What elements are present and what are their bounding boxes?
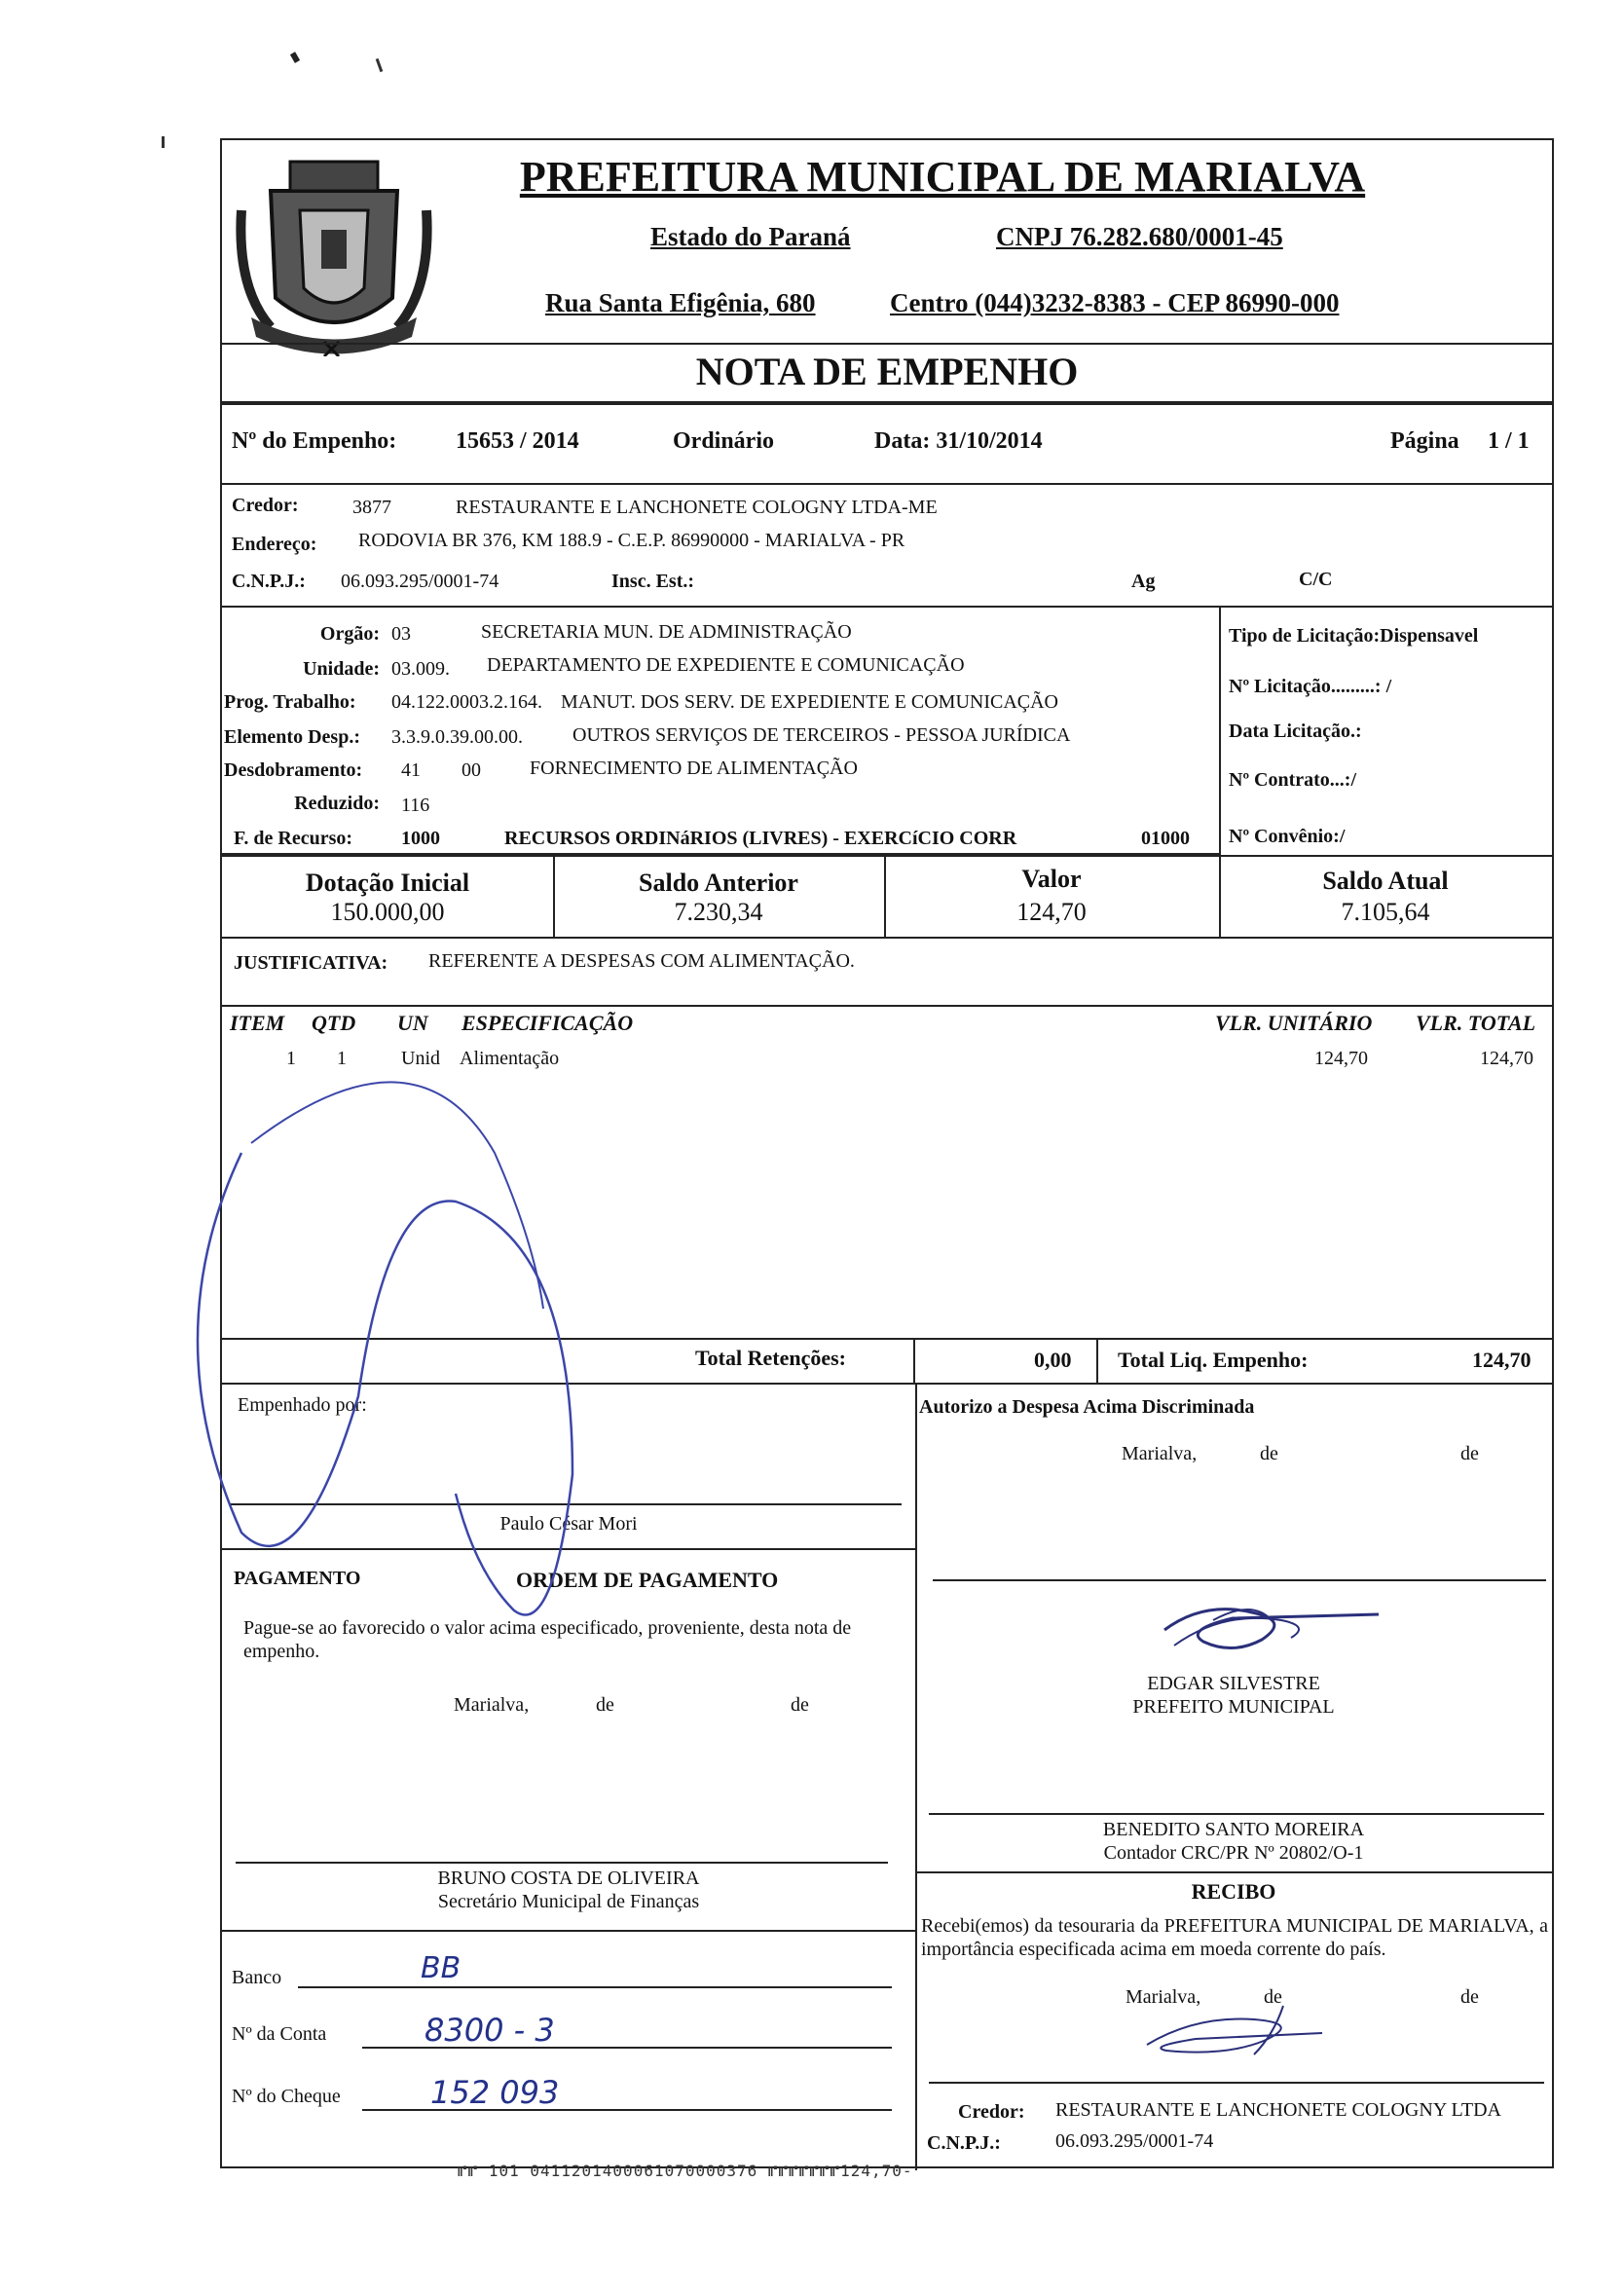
elemento-name: OUTROS SERVIÇOS DE TERCEIROS - PESSOA JURÍDICA	[572, 724, 1071, 746]
address-label: Endereço:	[232, 534, 317, 555]
desdobramento-name: FORNECIMENTO DE ALIMENTAÇÃO	[530, 758, 858, 779]
page-number: 1 / 1	[1488, 428, 1530, 454]
credor-cnpj: 06.093.295/0001-74	[341, 571, 499, 592]
prefeito-role: PREFEITO MUNICIPAL	[1132, 1696, 1335, 1718]
address-text: Rua Santa Efigênia, 680	[545, 288, 816, 317]
pagamento-text: Pague-se ao favorecido o valor acima especificado, proveniente, desta nota de empenho.	[243, 1617, 852, 1662]
saldo-atual-label: Saldo Atual	[1322, 867, 1449, 895]
recibo-cnpj-label: C.N.P.J.:	[927, 2132, 1001, 2154]
table-row	[222, 1048, 1552, 1077]
empenho-number: 15653 / 2014	[456, 428, 579, 454]
banco-label: Banco	[232, 1967, 282, 1988]
retencoes-label: Total Retenções:	[695, 1346, 846, 1370]
pagamento-city: Marialva,	[454, 1694, 530, 1716]
prog-name: MANUT. DOS SERV. DE EXPEDIENTE E COMUNICAÇÃO	[561, 691, 1058, 713]
scan-mark	[376, 58, 384, 72]
cheque-handwritten: 152 093	[430, 2074, 560, 2111]
micr-code: ⑈⑈ 101 0411201400061070000376 ⑈⑈⑈⑈⑈⑈⑈124,70-	[458, 2162, 913, 2180]
empenho-date: Data: 31/10/2014	[874, 428, 1043, 454]
empenho-type: Ordinário	[673, 428, 775, 454]
autorizo-label: Autorizo a Despesa Acima Discriminada	[919, 1396, 1255, 1418]
doc-title: NOTA DE EMPENHO	[695, 350, 1079, 393]
banco-handwritten: BB	[421, 1951, 461, 1985]
row-item: 1	[286, 1048, 296, 1069]
col-spec-header: ESPECIFICAÇÃO	[461, 1011, 634, 1035]
recibo-credor-name: RESTAURANTE E LANCHONETE COLOGNY LTDA	[1055, 2099, 1501, 2121]
contact-text: Centro (044)3232-8383 - CEP 86990-000	[890, 288, 1340, 317]
row-qtd: 1	[337, 1048, 347, 1069]
row-un: Unid	[401, 1048, 440, 1069]
credor-name: RESTAURANTE E LANCHONETE COLOGNY LTDA-ME	[456, 497, 938, 518]
elemento-code: 3.3.9.0.39.00.00.	[391, 726, 523, 748]
recibo-text: Recebi(emos) da tesouraria da PREFEITURA MUNICIPAL DE MARIALVA, a importância especificada acima em moeda corrente do país.	[921, 1915, 1548, 1960]
licitacao-date: Data Licitação.:	[1229, 721, 1362, 742]
elemento-label: Elemento Desp.:	[224, 726, 360, 748]
empenhado-name: Paulo César Mori	[499, 1513, 638, 1535]
recurso-label: F. de Recurso:	[234, 828, 353, 849]
credor-code: 3877	[352, 497, 391, 518]
convenio-number: Nº Convênio:/	[1229, 826, 1346, 847]
row-spec: Alimentação	[460, 1048, 560, 1069]
cnpj-text: CNPJ 76.282.680/0001-45	[996, 222, 1283, 251]
autorizo-de2: de	[1460, 1443, 1479, 1464]
conta-handwritten: 8300 - 3	[424, 2012, 555, 2049]
empenho-number-label: Nº do Empenho:	[232, 428, 397, 454]
contador-name: BENEDITO SANTO MOREIRA	[1102, 1819, 1365, 1840]
pagamento-de2: de	[791, 1694, 809, 1716]
autorizo-de1: de	[1260, 1443, 1278, 1464]
cheque-label: Nº do Cheque	[232, 2086, 341, 2107]
unidade-name: DEPARTAMENTO DE EXPEDIENTE E COMUNICAÇÃO	[487, 654, 965, 676]
scan-mark	[162, 136, 165, 148]
desdobramento-label: Desdobramento:	[224, 759, 363, 781]
page-label: Página	[1390, 428, 1459, 454]
ordem-pagamento-label: ORDEM DE PAGAMENTO	[516, 1568, 779, 1592]
dotacao-label: Dotação Inicial	[305, 869, 470, 897]
justificativa-label: JUSTIFICATIVA:	[234, 952, 388, 974]
prog-label: Prog. Trabalho:	[224, 691, 356, 713]
cnpj-label: C.N.P.J.:	[232, 571, 306, 592]
col-un-header: UN	[397, 1011, 428, 1035]
credor-address: RODOVIA BR 376, KM 188.9 - C.E.P. 86990000 - MARIALVA - PR	[358, 530, 905, 551]
recibo-city: Marialva,	[1126, 1986, 1201, 2008]
liq-empenho-value: 124,70	[1472, 1348, 1532, 1372]
col-item-header: ITEM	[230, 1011, 285, 1035]
valor-label: Valor	[1021, 865, 1082, 893]
reduzido-label: Reduzido:	[294, 793, 380, 814]
justificativa-text: REFERENTE A DESPESAS COM ALIMENTAÇÃO.	[428, 950, 855, 972]
retencoes-value: 0,00	[1034, 1348, 1072, 1372]
conta-label: Nº da Conta	[232, 2023, 327, 2045]
empenhado-label: Empenhado por:	[238, 1394, 367, 1416]
saldo-anterior-label: Saldo Anterior	[639, 869, 798, 897]
ag-label: Ag	[1131, 571, 1156, 592]
saldo-atual-value: 7.105,64	[1341, 898, 1430, 926]
recibo-title: RECIBO	[1191, 1879, 1276, 1904]
prog-code: 04.122.0003.2.164.	[391, 691, 542, 713]
recurso-sub: 01000	[1141, 828, 1190, 849]
row-total: 124,70	[1480, 1048, 1533, 1069]
orgao-code: 03	[391, 623, 411, 645]
unidade-label: Unidade:	[303, 658, 380, 680]
pagamento-de1: de	[596, 1694, 614, 1716]
recibo-de1: de	[1264, 1986, 1282, 2008]
cc-label: C/C	[1299, 569, 1333, 590]
orgao-label: Orgão:	[319, 623, 380, 645]
prefeito-name: EDGAR SILVESTRE	[1147, 1673, 1320, 1694]
contador-role: Contador CRC/PR Nº 20802/O-1	[1103, 1842, 1364, 1864]
secretario-name: BRUNO COSTA DE OLIVEIRA	[437, 1868, 700, 1889]
pagamento-label: PAGAMENTO	[234, 1568, 361, 1589]
row-unit: 124,70	[1314, 1048, 1368, 1069]
licitacao-number: Nº Licitação.........: /	[1229, 676, 1392, 697]
page-title: PREFEITURA MUNICIPAL DE MARIALVA	[519, 153, 1366, 201]
recibo-credor-label: Credor:	[958, 2101, 1025, 2123]
col-qtd-header: QTD	[312, 1011, 356, 1035]
coat-of-arms-icon	[232, 152, 436, 356]
recibo-de2: de	[1460, 1986, 1479, 2008]
recurso-code: 1000	[401, 828, 440, 849]
unidade-code: 03.009.	[391, 658, 450, 680]
liq-empenho-label: Total Liq. Empenho:	[1118, 1348, 1309, 1372]
desdobramento-sub: 00	[461, 759, 481, 781]
dotacao-value: 150.000,00	[330, 898, 445, 926]
state-text: Estado do Paraná	[650, 222, 851, 251]
credor-label: Credor:	[232, 495, 299, 516]
reduzido-code: 116	[401, 795, 430, 816]
contrato-number: Nº Contrato...:/	[1229, 769, 1357, 791]
scan-mark	[290, 52, 300, 63]
valor-value: 124,70	[1016, 898, 1087, 926]
recurso-name: RECURSOS ORDINáRIOS (LIVRES) - EXERCíCIO CORR	[504, 828, 1017, 849]
desdobramento-code: 41	[401, 759, 421, 781]
nota-de-empenho-form	[220, 138, 1554, 2168]
insc-label: Insc. Est.:	[611, 571, 695, 592]
col-total-header: VLR. TOTAL	[1416, 1011, 1536, 1035]
secretario-role: Secretário Municipal de Finanças	[437, 1891, 700, 1912]
orgao-name: SECRETARIA MUN. DE ADMINISTRAÇÃO	[481, 621, 852, 643]
recibo-signature-icon	[1137, 1996, 1332, 2064]
autorizo-city: Marialva,	[1122, 1443, 1198, 1464]
licitacao-type: Tipo de Licitação:Dispensavel	[1229, 625, 1479, 647]
saldo-anterior-value: 7.230,34	[674, 898, 763, 926]
prefeito-signature-icon	[1145, 1591, 1398, 1659]
recibo-cnpj: 06.093.295/0001-74	[1055, 2130, 1214, 2152]
col-unit-header: VLR. UNITÁRIO	[1215, 1011, 1373, 1035]
